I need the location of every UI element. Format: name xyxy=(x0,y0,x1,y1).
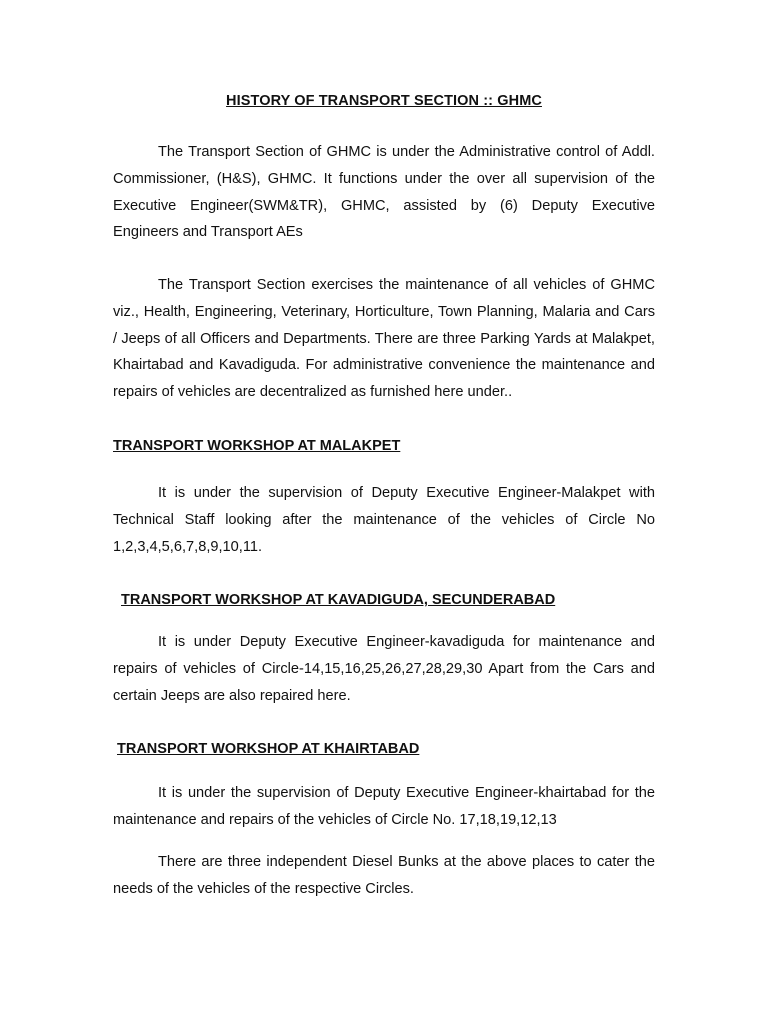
document-title: HISTORY OF TRANSPORT SECTION :: GHMC xyxy=(226,93,542,109)
section-heading-khairtabad: TRANSPORT WORKSHOP AT KHAIRTABAD xyxy=(117,741,420,757)
section-body-kavadiguda: It is under Deputy Executive Engineer-kavadiguda for maintenance and repairs of vehicles of Circle-14,15,16,25,26,27,28,29,30 Apart from the Cars and certain Jeeps are also repaired here. xyxy=(113,634,655,704)
section-heading-kavadiguda: TRANSPORT WORKSHOP AT KAVADIGUDA, SECUNDERABAD xyxy=(121,592,556,608)
section-body-khairtabad: It is under the supervision of Deputy Executive Engineer-khairtabad for the maintenance and repairs of the vehicles of Circle No. 17,18,19,12,13 xyxy=(113,785,655,828)
closing-paragraph-diesel-bunks: There are three independent Diesel Bunks at the above places to cater the needs of the vehicles of the respective Circles. xyxy=(113,854,655,897)
section-heading-malakpet: TRANSPORT WORKSHOP AT MALAKPET xyxy=(113,438,401,454)
section-body-malakpet: It is under the supervision of Deputy Executive Engineer-Malakpet with Technical Staff looking after the maintenance of the vehicles of Circle No 1,2,3,4,5,6,7,8,9,10,11. xyxy=(113,485,655,555)
intro-paragraph-administration: The Transport Section of GHMC is under the Administrative control of Addl. Commissioner, (H&S), GHMC. It functions under the over all supervision of the Executive Engineer(SWM&TR), GHMC, assisted by (6) Deputy Executive Engineers and Transport AEs xyxy=(113,144,655,241)
intro-paragraph-maintenance: The Transport Section exercises the maintenance of all vehicles of GHMC viz., Health, Engineering, Veterinary, Horticulture, Town Planning, Malaria and Cars / Jeeps of all Officers and Departments. There are three Parking Yards at Malakpet, Khairtabad and Kavadiguda. For administrative convenience the maintenance and repairs of vehicles are decentralized as furnished here under.. xyxy=(113,277,655,401)
